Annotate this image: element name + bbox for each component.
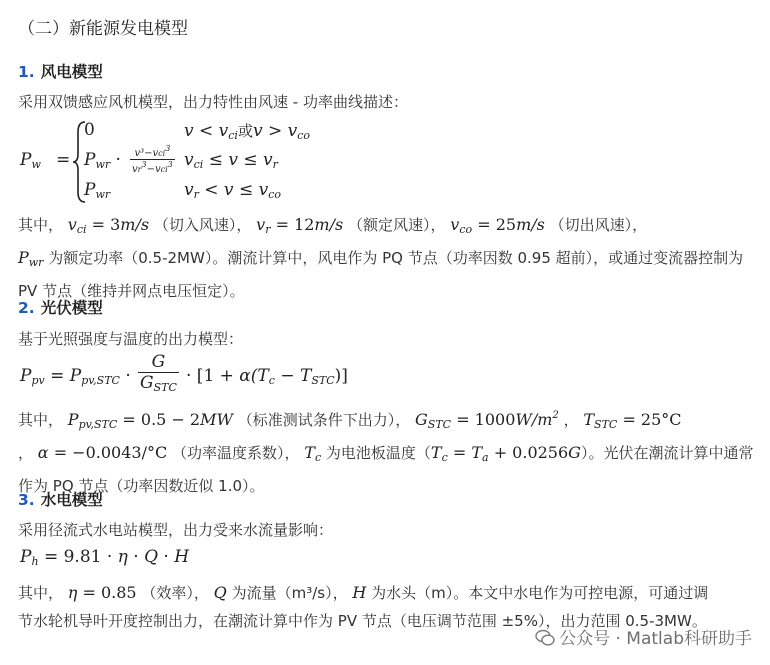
pv-heading-title: 光伏模型 <box>40 299 103 317</box>
wind-case-2-value: $P_{wr}$ · <box>84 150 121 171</box>
pv-comma2: ， <box>18 444 34 462</box>
hydro-desc-a: 其中， <box>18 584 64 602</box>
wind-case-2-condition: $v_{ci} \le v \le v_r$ <box>184 150 278 171</box>
wind-description <box>18 211 758 305</box>
pv-heading <box>18 296 103 318</box>
wind-case-1-condition: $v < v_{ci}$或$v > v_{co}$ <box>184 121 311 142</box>
pv-pstc: $P_{pv,STC} = 0.5 - 2MW$ <box>67 410 233 431</box>
pv-desc-a: 其中， <box>18 411 64 429</box>
hydro-desc-d: 为水头（m）。本文中水电作为可控电源，可通过调节水轮机导叶开度控制出力，在潮流计算中作为 PV 节点（电压调节范围 ±5%），出力范围 0.5-3MW。 <box>18 584 709 630</box>
pv-tc: $T_c$ <box>304 443 322 464</box>
pv-desc-d: 为电池板温度（ <box>325 444 431 462</box>
wind-desc-d: （切出风速）， <box>549 216 648 234</box>
pv-heading-number: 2. <box>18 299 35 317</box>
pv-gstc: $G_{STC} = 1000W/m^2$ <box>415 410 559 431</box>
hydro-eta: η = 0.85 <box>67 583 137 602</box>
pv-alpha: α = −0.0043/°C <box>37 443 168 462</box>
section-title: （二）新能源发电模型 <box>18 19 188 39</box>
hydro-heading-number: 3. <box>18 491 35 509</box>
wechat-icon <box>535 629 555 647</box>
pv-tstc: $T_{STC} = 25^\circ C$ <box>583 410 682 431</box>
pv-desc-b: （标准测试条件下出力）， <box>237 411 411 429</box>
wind-desc-a: 其中， <box>18 216 64 234</box>
wind-vci: $v_{ci} = 3m/s$ <box>67 215 150 236</box>
wind-formula <box>18 118 348 206</box>
hydro-heading <box>18 488 103 510</box>
wind-intro: 采用双馈感应风机模型，出力特性由风速 - 功率曲线描述： <box>18 93 408 111</box>
wind-heading <box>18 60 103 82</box>
wind-formula-eq: = <box>56 150 71 170</box>
wind-formula-lhs: $P_w$ <box>20 150 41 171</box>
pv-desc-e: ）。光伏在潮流计算中通常作为 PQ 节点（功率因数近似 1.0）。 <box>18 444 754 495</box>
pv-tcform: $T_c = T_a + 0.0256G$ <box>430 443 581 464</box>
hydro-heading-title: 水电模型 <box>40 491 103 509</box>
pv-intro: 基于光照强度与温度的出力模型： <box>18 330 244 348</box>
wind-desc-b: （切入风速）， <box>153 216 252 234</box>
wind-pwr: $P_{wr}$ <box>18 248 44 269</box>
wind-case-2-fraction: v³−vci$^3$ $vr^3-vci^3$ <box>132 144 173 175</box>
pv-desc-c: （功率温度系数）， <box>171 444 300 462</box>
pv-description <box>18 402 758 500</box>
wind-case-3-value: $P_{wr}$ <box>84 180 111 201</box>
hydro-formula: $P_h = 9.81 \cdot \eta \cdot Q \cdot H$ <box>20 547 190 568</box>
wind-desc-e: 为额定功率（0.5-2MW）。潮流计算中，风电作为 PQ 节点（功率因数 0.95 超前），或通过变流器控制为 PV 节点（维持并网点电压恒定）。 <box>18 249 744 300</box>
wind-vr: $v_r = 12m/s$ <box>256 215 344 236</box>
wind-heading-title: 风电模型 <box>40 63 103 81</box>
hydro-h: H <box>352 583 367 602</box>
hydro-intro: 采用径流式水电站模型，出力受来水流量影响： <box>18 521 334 539</box>
watermark-text: 公众号 · Matlab科研助手 <box>559 629 752 649</box>
hydro-q: Q <box>213 583 227 602</box>
wind-desc-c: （额定风速）， <box>347 216 446 234</box>
wind-case-3-condition: $v_r < v \le v_{co}$ <box>184 180 281 201</box>
wind-case-1-value: 0 <box>84 120 95 140</box>
pv-comma1: ， <box>563 411 579 429</box>
hydro-desc-b: （效率）， <box>141 584 209 602</box>
wind-vco: $v_{co} = 25m/s$ <box>450 215 545 236</box>
watermark <box>535 624 752 649</box>
wind-heading-number: 1. <box>18 63 35 81</box>
hydro-desc-c: 为流量（m³/s）， <box>231 584 348 602</box>
or-word: 或 <box>237 122 253 140</box>
